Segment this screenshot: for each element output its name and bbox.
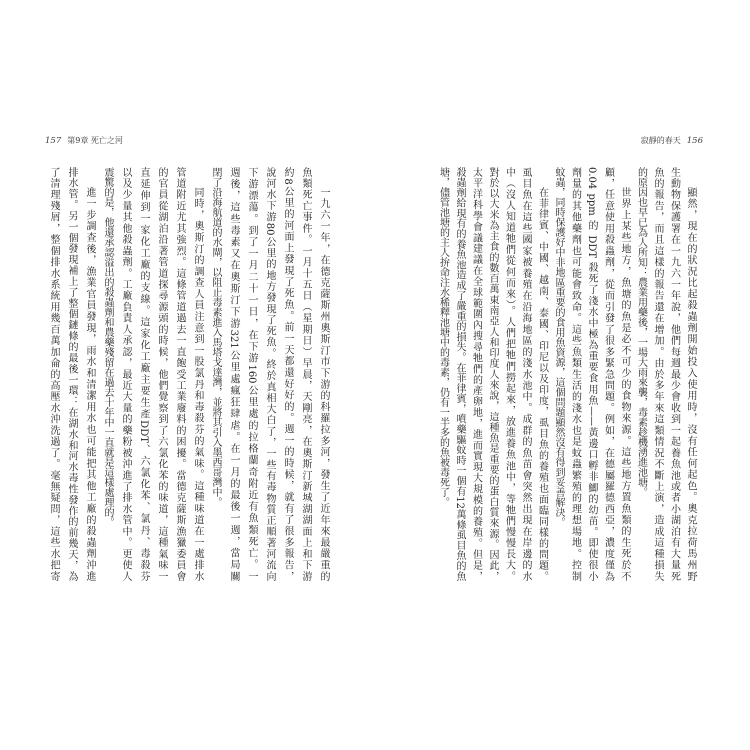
text-column: 的官員從湖泊沿著管道探尋源頭的時候，他們覺察到了六氯化苯的味道，這種氣味一 — [156, 167, 167, 581]
text-column: 下游漂蕩。到了一月二十一日，在下游160公里處的拉格蘭奇附近有魚類死亡。一 — [246, 167, 257, 581]
text-column: 殺蟲劑給現有的養魚池造成了嚴重的損失。在菲律賓，噴藥驅蚊時一個有12萬條虱目魚的魚 — [454, 167, 465, 581]
text-column: 塘，儘管池塘的主人拚命注水稀釋池塘中的毒素，仍有一半多的魚被毒死了。 — [437, 167, 449, 507]
text-column: 魚類死亡事件。一月十五日（星期日）早晨，天剛亮，在奧斯汀新城湖湖面上和下游 — [300, 167, 311, 581]
right-page-body — [434, 167, 698, 581]
text-column: 虱目魚在這些國家被養殖在沿海地區的淺水池中。成群的魚苗會突然出現在岸邊的水 — [520, 167, 531, 581]
text-column: 一九六一年，在德克薩斯州奧斯汀市下游的科羅拉多河，發生了近年來最嚴重的 — [318, 187, 329, 581]
right-book-title: 寂靜的春天 — [640, 136, 681, 145]
text-column: 了清理殘屑，整個排水系統用幾百萬加侖的高壓水沖洗過了。毫無疑問，這些水把寄 — [48, 167, 59, 581]
text-column: 排水管。另一個發現補上了整個鏈條的最後一環：在湖水和河水毒性發作的前幾天，為 — [66, 167, 77, 581]
left-page-body — [44, 167, 332, 581]
right-page-number: 156 — [686, 136, 703, 146]
text-column: 震驚的是，他還承認溢出的殺蟲劑和農藥殘留在過去十年中一直就是這樣處理的。 — [102, 167, 113, 527]
text-column: 對於以大米為主食的數百萬東南亞人和印度人來說，這種魚是重要的蛋白質來源。因此， — [487, 167, 498, 581]
left-chapter-title: 第9章 死亡之河 — [67, 136, 123, 145]
text-column: 中（沒人知道牠們從何而來）。人們把牠們撈起來，放進養魚池中，等牠們慢慢長大。 — [503, 167, 515, 581]
text-column: 的原因也早已為人所知：農業用藥後，一場大雨來襲，毒素趁機湧進池塘。 — [635, 167, 647, 497]
text-column: 在菲律賓、中國、越南、泰國、印尼以及印度，虱目魚的養殖也面臨同樣的問題。 — [536, 187, 548, 581]
text-column: 閉了沿海航道的水閘，以阻止毒素進入馬塔戈達灣，並將其引入墨西哥灣中。 — [210, 167, 221, 507]
left-page-number: 157 — [45, 136, 62, 146]
text-column: 進一步調查後，漁業官員發現，雨水和清潔用水也可能把其他工廠的殺蟲劑沖進 — [84, 187, 95, 581]
text-column: 週後，這些毒素又在奧斯汀下游321公里處瘋狂肆虐。在一月的最後一週，當局關 — [228, 167, 239, 581]
text-column: 世界上某些地方，魚塘的魚是必不可少的食物來源。這些地方置魚類的生死於不 — [619, 187, 630, 581]
right-running-head — [641, 136, 703, 146]
text-column: 管道附近尤其強烈。這條管道過去一直飽受工業廢料的困擾。當德克薩斯漁獵委員會 — [174, 167, 185, 581]
text-column: 魚的報告，而且這樣的報告還在增加。由於多年來這類情況不斷上演，造成這種損失 — [652, 167, 663, 581]
text-column: 劑量的其他藥劑也可能會致命。這些魚類生活的淺水也是蚊蟲繁殖的理想場地。控制 — [569, 167, 581, 581]
text-column: 生動物保護署在一九六一年說，他們每週最少會收到一起養魚池或者小湖泊有大量死 — [668, 167, 680, 581]
text-column: 說河水下游80公里的地方發現了死魚。終於真相大白了，一些有毒物質正順著河流向 — [264, 167, 275, 581]
text-column: 約8公里的河面上發現了死魚。前一天都還好好的。週一的時候，就有了很多報告， — [282, 167, 293, 581]
text-column: 顯然，現在的狀況比起殺蟲劑開始投入使用時，沒有任何起色。奧克拉荷馬州野 — [685, 187, 696, 581]
text-column: 太平洋科學會議建議在全球範圍內搜尋牠們的產卵地，進而實現大規模的養殖。但是， — [470, 167, 482, 581]
text-column: 以及少量其他殺蟲劑。工廠負責人承認，最近大量的藥粉被沖進了排水管中。更使人 — [120, 167, 131, 581]
text-column: 蚊蟲，同時保護好中非地區重要的食用魚資源，這個問題顯然沒有得到妥善解決。 — [553, 167, 564, 527]
text-column: 直延伸到一家化工廠的支線。這家化工廠主要生產DDT、六氯化苯、氯丹、毒殺芬 — [138, 167, 149, 581]
text-column: 同時，奧斯汀的調查人員注意到一股氯丹和毒殺芬的氣味。這種味道在一處排水 — [192, 187, 203, 581]
text-column: 0.04 ppm 的 DDT 殺死了淺水中極為重要食用魚——黃邊口孵非鯽的幼苗。即使很小 — [586, 167, 597, 581]
text-column: 顧，任意使用殺蟲劑，從而引發了很多緊急問題。例如，在德屬羅德西亞，濃度僅為 — [602, 167, 614, 581]
left-running-head — [45, 136, 123, 146]
